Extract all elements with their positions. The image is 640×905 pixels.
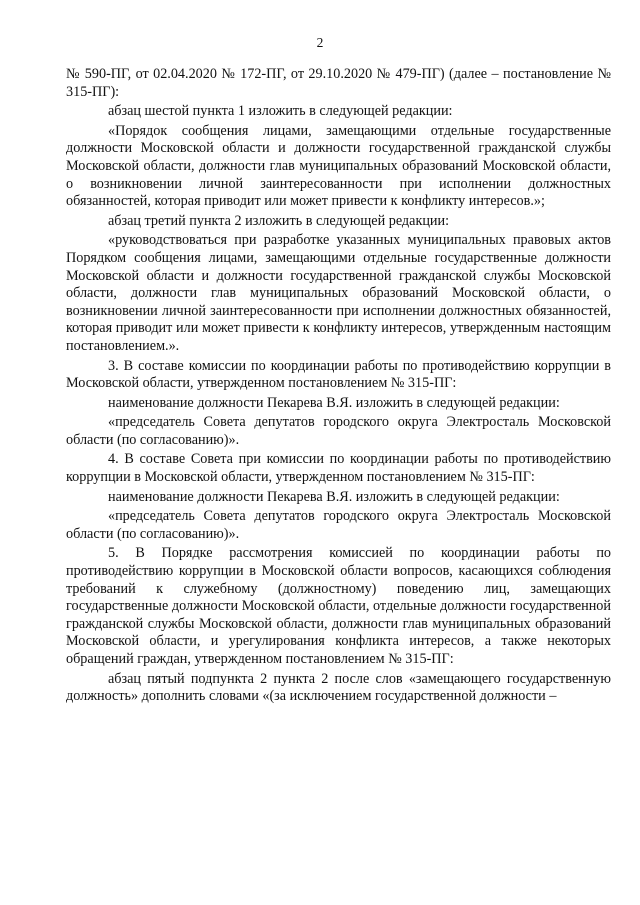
paragraph-1: № 590-ПГ, от 02.04.2020 № 172-ПГ, от 29.10.2020 № 479-ПГ) (далее – постановление № 315-ПГ): xyxy=(66,66,611,100)
paragraph-2: абзац шестой пункта 1 изложить в следующей редакции: xyxy=(108,103,453,120)
paragraph-6: 3. В составе комиссии по координации работы по противодействию коррупции в Московской области, утвержденном постановлением № 315-ПГ: xyxy=(66,357,611,392)
paragraph-7: наименование должности Пекарева В.Я. изложить в следующей редакции: xyxy=(108,394,560,411)
page-number: 2 xyxy=(316,35,324,50)
paragraph-10: наименование должности Пекарева В.Я. изложить в следующей редакции: xyxy=(108,488,560,505)
paragraph-5: «руководствоваться при разработке указанных муниципальных правовых актов Порядком сообщения лицами, замещающими отдельные государственные должности Московской области и должности государственной гражданской службы Московской области, должности глав муниципальных образований Московской области, о возникновении личной заинтересованности при исполнении должностных обязанностей, которая приводит или может привести к конфликту интересов, утвержденным настоящим постановлением.». xyxy=(66,232,611,354)
paragraph-12: 5. В Порядке рассмотрения комиссией по координации работы по противодействию коррупции в Московской области вопросов, касающихся соблюдения требований к служебному (должностному) поведению лиц, замещающих государственные должности Московской области, отдельные должности государственной гражданской службы Московской области, должности глав муниципальных образований Московской области, и урегулирования конфликта интересов, а также некоторых обращений граждан, утвержденном постановлением № 315-ПГ: xyxy=(66,545,611,667)
paragraph-3: «Порядок сообщения лицами, замещающими отдельные государственные должности Московской области и должности государственной гражданской службы Московской области, должности глав муниципальных образований Московской области, о возникновении личной заинтересованности при исполнении должностных обязанностей, которая приводит или может привести к конфликту интересов.»; xyxy=(66,122,611,210)
paragraph-8: «председатель Совета депутатов городского округа Электросталь Московской области (по согласованию)». xyxy=(66,414,611,448)
paragraph-4: абзац третий пункта 2 изложить в следующей редакции: xyxy=(108,212,450,229)
paragraph-13: абзац пятый подпункта 2 пункта 2 после слов «замещающего государственную должность» дополнить словами «(за исключением государственной должности – xyxy=(66,670,611,705)
paragraph-9: 4. В составе Совета при комиссии по координации работы по противодействию коррупции в Московской области, утвержденном постановлением № 315-ПГ: xyxy=(66,451,611,486)
document-body xyxy=(66,66,611,708)
paragraph-11: «председатель Совета депутатов городского округа Электросталь Московской области (по согласованию)». xyxy=(66,508,611,542)
